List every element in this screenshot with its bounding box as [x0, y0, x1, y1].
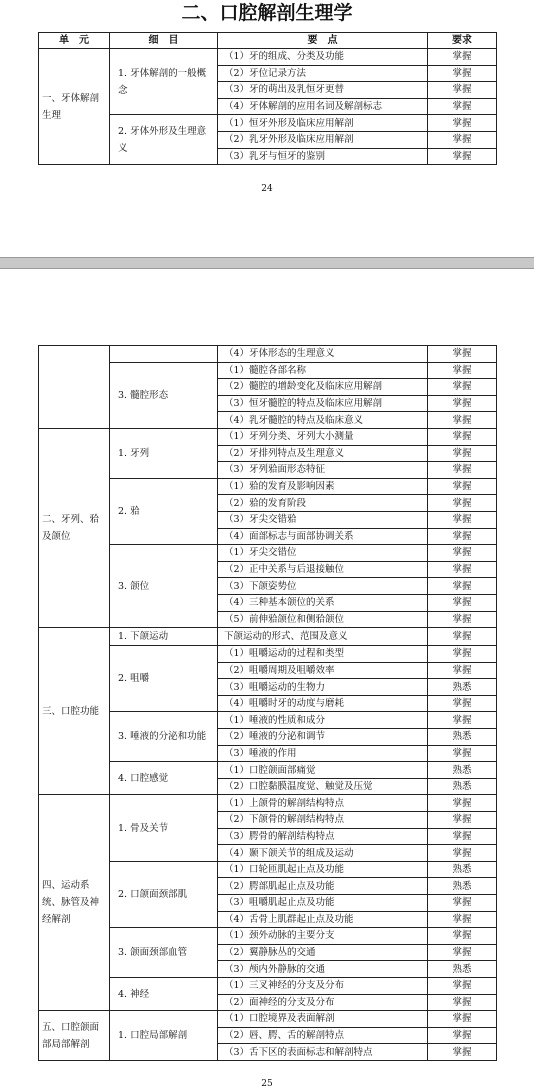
unit-cell: 二、牙列、𬌗及颌位: [39, 428, 110, 627]
point-cell: （2）口腔黏膜温度觉、触觉及压觉: [218, 778, 428, 795]
point-cell: （2）面神经的分支及分布: [218, 994, 428, 1011]
requirement-cell: 熟悉: [428, 729, 497, 746]
point-cell: （1）牙的组成、分类及功能: [218, 49, 428, 66]
requirement-cell: 掌握: [428, 828, 497, 845]
point-cell: （3）牙列𬌗面形态特征: [218, 462, 428, 479]
requirement-cell: 掌握: [428, 412, 497, 429]
requirement-cell: 掌握: [428, 379, 497, 396]
point-cell: （1）口轮匝肌起止点及功能: [218, 861, 428, 878]
requirement-cell: 掌握: [428, 928, 497, 945]
requirement-cell: 掌握: [428, 528, 497, 545]
point-cell: （4）牙体解剖的应用名词及解剖标志: [218, 98, 428, 115]
item-cell: 1. 牙列: [110, 428, 218, 478]
point-cell: （1）咀嚼运动的过程和类型: [218, 646, 428, 663]
point-cell: （2）唾液的分泌和调节: [218, 729, 428, 746]
requirement-cell: 掌握: [428, 49, 497, 66]
point-cell: （2）下颌骨的解剖结构特点: [218, 812, 428, 829]
point-cell: （1）上颌骨的解剖结构特点: [218, 795, 428, 812]
requirement-cell: 掌握: [428, 611, 497, 628]
point-cell: （5）前伸𬌗颌位和侧𬌗颌位: [218, 611, 428, 628]
requirement-cell: 掌握: [428, 578, 497, 595]
syllabus-table-page-24: [38, 32, 497, 165]
page-number: 24: [261, 184, 273, 194]
table-row: [39, 346, 497, 363]
point-cell: （3）咀嚼运动的生物力: [218, 679, 428, 696]
requirement-cell: 掌握: [428, 545, 497, 562]
point-cell: （1）牙列分类、牙列大小测量: [218, 428, 428, 445]
requirement-cell: 掌握: [428, 895, 497, 912]
point-cell: （1）牙尖交错位: [218, 545, 428, 562]
header-unit: 单 元: [39, 33, 110, 49]
table-row: [39, 628, 497, 646]
point-cell: （2）𬌗的发育阶段: [218, 495, 428, 512]
requirement-cell: 熟悉: [428, 861, 497, 878]
point-cell: （3）颅内外静脉的交通: [218, 961, 428, 978]
point-cell: （4）面部标志与面部协调关系: [218, 528, 428, 545]
point-cell: （4）颞下颌关节的组成及运动: [218, 845, 428, 862]
point-cell: （4）三种基本颌位的关系: [218, 594, 428, 611]
point-cell: （4）乳牙髓腔的特点及临床意义: [218, 412, 428, 429]
point-cell: （2）髓腔的增龄变化及临床应用解剖: [218, 379, 428, 396]
requirement-cell: 熟悉: [428, 778, 497, 795]
table-row: [39, 795, 497, 812]
requirement-cell: 掌握: [428, 478, 497, 495]
requirement-cell: 掌握: [428, 1011, 497, 1028]
point-cell: （1）𬌗的发育及影响因素: [218, 478, 428, 495]
item-cell: 1. 牙体解剖的一般概念: [110, 49, 218, 115]
point-cell: （2）正中关系与后退接触位: [218, 561, 428, 578]
unit-cell: 四、运动系统、脉管及神经解剖: [39, 795, 110, 1011]
point-cell: （4）牙体形态的生理意义: [218, 346, 428, 363]
unit-cell: 五、口腔颌面部局部解剖: [39, 1011, 110, 1061]
table-row: [39, 1011, 497, 1028]
point-cell: （2）翼静脉丛的交通: [218, 944, 428, 961]
requirement-cell: 掌握: [428, 662, 497, 679]
requirement-cell: 掌握: [428, 148, 497, 165]
requirement-cell: 熟悉: [428, 961, 497, 978]
point-cell: （3）舌下区的表面标志和解剖特点: [218, 1044, 428, 1061]
requirement-cell: 掌握: [428, 745, 497, 762]
point-cell: （3）牙的萌出及乳恒牙更替: [218, 82, 428, 99]
header-item: 细 目: [110, 33, 218, 49]
requirement-cell: 掌握: [428, 812, 497, 829]
requirement-cell: 掌握: [428, 845, 497, 862]
item-cell: 2. 口颌面颈部肌: [110, 861, 218, 927]
point-cell: （3）腭骨的解剖结构特点: [218, 828, 428, 845]
item-cell: 3. 颌面颈部血管: [110, 928, 218, 978]
header-point: 要 点: [218, 33, 428, 49]
requirement-cell: 掌握: [428, 944, 497, 961]
requirement-cell: 掌握: [428, 428, 497, 445]
point-cell: （1）恒牙外形及临床应用解剖: [218, 115, 428, 132]
item-cell: 4. 口腔感觉: [110, 762, 218, 795]
unit-cell: 一、牙体解剖生理: [39, 49, 110, 165]
requirement-cell: 掌握: [428, 495, 497, 512]
requirement-cell: 掌握: [428, 628, 497, 646]
item-cell: 3. 髓腔形态: [110, 362, 218, 428]
unit-cell: [39, 346, 110, 429]
page-title: 二、口腔解剖生理学: [181, 2, 353, 24]
requirement-cell: 熟悉: [428, 762, 497, 779]
page-separator: [0, 257, 534, 269]
item-cell: 2. 𬌗: [110, 478, 218, 544]
point-cell: （1）颈外动脉的主要分支: [218, 928, 428, 945]
requirement-cell: 掌握: [428, 131, 497, 148]
requirement-cell: 掌握: [428, 65, 497, 82]
requirement-cell: 掌握: [428, 1027, 497, 1044]
requirement-cell: 掌握: [428, 395, 497, 412]
item-cell: 4. 神经: [110, 977, 218, 1010]
point-cell: （1）髓腔各部名称: [218, 362, 428, 379]
table-row: [39, 428, 497, 445]
point-cell: （3）牙尖交错𬌗: [218, 511, 428, 528]
requirement-cell: 熟悉: [428, 679, 497, 696]
item-cell: 1. 下颌运动: [110, 628, 218, 646]
point-cell: （1）三叉神经的分支及分布: [218, 977, 428, 994]
point-cell: （3）咀嚼肌起止点及功能: [218, 895, 428, 912]
point-cell: （2）唇、腭、舌的解剖特点: [218, 1027, 428, 1044]
requirement-cell: 掌握: [428, 594, 497, 611]
requirement-cell: 掌握: [428, 98, 497, 115]
unit-cell: 三、口腔功能: [39, 628, 110, 795]
requirement-cell: 掌握: [428, 994, 497, 1011]
point-cell: （1）唾液的性质和成分: [218, 712, 428, 729]
item-cell: 1. 骨及关节: [110, 795, 218, 861]
table-row: [39, 49, 497, 66]
requirement-cell: 掌握: [428, 511, 497, 528]
page-number: 25: [261, 1079, 273, 1089]
item-cell: 2. 咀嚼: [110, 646, 218, 712]
syllabus-table-page-25: [38, 345, 497, 1061]
requirement-cell: 掌握: [428, 561, 497, 578]
item-cell: 2. 牙体外形及生理意义: [110, 115, 218, 165]
requirement-cell: 掌握: [428, 712, 497, 729]
point-cell: （3）下颌姿势位: [218, 578, 428, 595]
point-cell: （4）舌骨上肌群起止点及功能: [218, 911, 428, 928]
point-cell: （3）唾液的作用: [218, 745, 428, 762]
requirement-cell: 掌握: [428, 646, 497, 663]
point-cell: （2）牙位记录方法: [218, 65, 428, 82]
requirement-cell: 掌握: [428, 115, 497, 132]
requirement-cell: 掌握: [428, 911, 497, 928]
requirement-cell: 掌握: [428, 462, 497, 479]
requirement-cell: 掌握: [428, 346, 497, 363]
item-cell: 3. 唾液的分泌和功能: [110, 712, 218, 762]
item-cell: 3. 颌位: [110, 545, 218, 628]
point-cell: （1）口腔境界及表面解剖: [218, 1011, 428, 1028]
point-cell: （2）咀嚼周期及咀嚼效率: [218, 662, 428, 679]
point-cell: （2）乳牙外形及临床应用解剖: [218, 131, 428, 148]
item-cell: [110, 346, 218, 363]
requirement-cell: 掌握: [428, 1044, 497, 1061]
requirement-cell: 掌握: [428, 82, 497, 99]
header-requirement: 要求: [428, 33, 497, 49]
point-cell: （4）咀嚼时牙的动度与磨耗: [218, 695, 428, 712]
requirement-cell: 掌握: [428, 795, 497, 812]
point-cell: （2）牙排列特点及生理意义: [218, 445, 428, 462]
point-cell: 下颌运动的形式、范围及意义: [218, 628, 428, 646]
item-cell: 1. 口腔局部解剖: [110, 1011, 218, 1061]
point-cell: （2）腭部肌起止点及功能: [218, 878, 428, 895]
point-cell: （3）恒牙髓腔的特点及临床应用解剖: [218, 395, 428, 412]
requirement-cell: 掌握: [428, 977, 497, 994]
point-cell: （1）口腔颌面部痛觉: [218, 762, 428, 779]
point-cell: （3）乳牙与恒牙的鉴别: [218, 148, 428, 165]
requirement-cell: 掌握: [428, 362, 497, 379]
requirement-cell: 熟悉: [428, 878, 497, 895]
requirement-cell: 掌握: [428, 445, 497, 462]
requirement-cell: 掌握: [428, 695, 497, 712]
